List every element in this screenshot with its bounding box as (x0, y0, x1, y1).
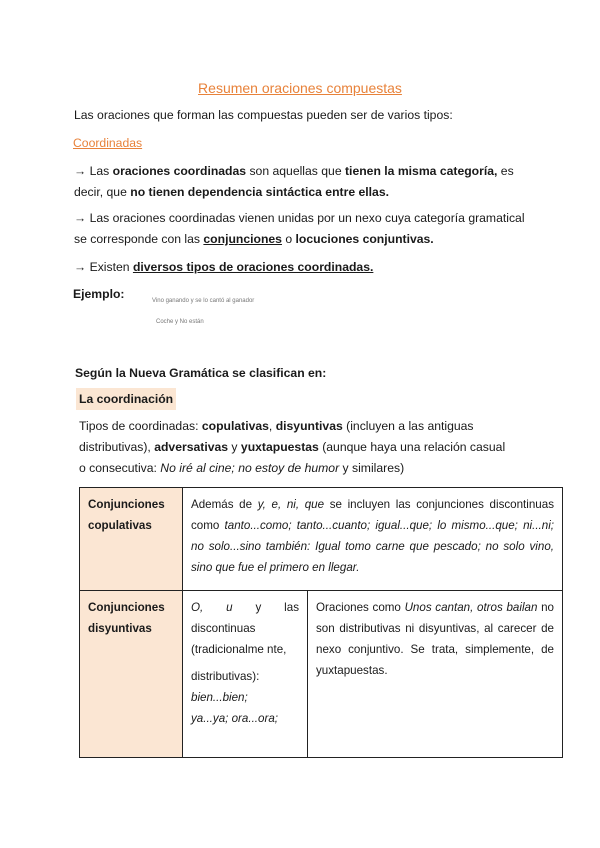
mid-text (191, 597, 299, 660)
text-italic: tanto...como; tanto...cuanto; igual...que; lo mismo...que; ni...ni; no solo...sino también: Igual tomo carne que pescado; no solo vino, sino que fue el primero en llegar. (191, 519, 555, 574)
text: y (228, 440, 241, 454)
tipos-line-3 (79, 457, 404, 479)
text-bold: copulativas (201, 419, 269, 433)
intro-text: Las oraciones que forman las compuestas pueden ser de varios tipos: (74, 108, 453, 122)
text: , (268, 419, 276, 433)
conjunciones-table (79, 487, 563, 758)
arrow-icon: → (74, 211, 87, 225)
content-cell-disyuntivas-mid (183, 591, 308, 758)
bullet-2-line-2 (74, 228, 434, 250)
tipos-line-2 (79, 436, 505, 458)
text: decir, que (74, 185, 131, 199)
text: Las (86, 164, 113, 178)
text-bold: locuciones conjuntivas. (295, 232, 434, 246)
example-line-2: Coche y No están (156, 319, 204, 325)
page-title: Resumen oraciones compuestas (198, 80, 402, 96)
text: o consecutiva: (79, 461, 161, 475)
example-line-1: Vino ganando y se lo cantó al ganador (152, 298, 255, 304)
bullet-1-line-2 (74, 181, 389, 203)
nueva-gramatica-text: Según la Nueva Gramática se clasifican en: (75, 366, 327, 380)
text: Oraciones como (316, 601, 405, 614)
content-cell-disyuntivas-right (308, 591, 563, 758)
text-italic: Unos cantan, otros bailan (404, 601, 538, 614)
text-bold: yuxtapuestas (240, 440, 319, 454)
text-italic: y, e, ni, que (257, 498, 325, 511)
mid-text: distributivas): (191, 670, 260, 683)
label-line: Conjunciones (88, 601, 165, 614)
label-cell-copulativas (80, 488, 183, 591)
label-cell-disyuntivas (80, 591, 183, 758)
text-bold: oraciones coordinadas (112, 164, 247, 178)
text: se corresponde con las (74, 232, 204, 246)
ejemplo-label: Ejemplo: (73, 287, 125, 301)
label-line: disyuntivas (88, 622, 152, 635)
example-image (150, 293, 290, 335)
coordinadas-heading: Coordinadas (73, 136, 143, 150)
text: y las discontinuas (tradicionalme nte, (191, 601, 299, 656)
text: es (497, 164, 514, 178)
text: se incluyen las conjunciones discontinuas como (191, 498, 554, 532)
label-line: Conjunciones (88, 498, 165, 511)
mid-text-italic: bien...bien; (191, 691, 248, 704)
mid-text-italic: ya...ya; ora...ora; (191, 712, 278, 725)
text-italic: No iré al cine; no estoy de humor (160, 461, 340, 475)
text: o (281, 232, 296, 246)
text: Además de (191, 498, 258, 511)
text: no son distributivas ni disyuntivas, al carecer de nexo conjuntivo. Se trata, simplemente, de yuxtapuestas. (316, 601, 554, 677)
text: (aunque haya una relación casual (318, 440, 506, 454)
content-cell-copulativas (183, 488, 563, 591)
text-bold: tienen la misma categoría, (345, 164, 498, 178)
text: son aquellas que (246, 164, 345, 178)
label-line: copulativas (88, 519, 152, 532)
la-coordinacion-heading: La coordinación (79, 392, 174, 406)
text: Existen (86, 260, 133, 274)
text: (incluyen a las antiguas (342, 419, 474, 433)
text-bold: adversativas (154, 440, 229, 454)
text: y similares) (339, 461, 405, 475)
bullet-1-line-1 (74, 160, 514, 182)
text: distributivas), (79, 440, 155, 454)
text-bold-underline: conjunciones (203, 232, 282, 246)
bullet-3 (74, 256, 373, 278)
arrow-icon: → (74, 164, 87, 178)
text: Las oraciones coordinadas vienen unidas por un nexo cuya categoría gramatical (86, 211, 525, 225)
arrow-icon: → (74, 260, 87, 274)
text-italic: O, u (191, 601, 233, 614)
table-row (80, 591, 563, 758)
text-bold: disyuntivas (275, 419, 343, 433)
text-bold: no tienen dependencia sintáctica entre ellas. (130, 185, 389, 199)
text: Tipos de coordinadas: (79, 419, 202, 433)
bullet-2-line-1 (74, 207, 525, 229)
text-bold-underline: diversos tipos de oraciones coordinadas. (132, 260, 374, 274)
tipos-line-1 (79, 415, 474, 437)
table-row (80, 488, 563, 591)
